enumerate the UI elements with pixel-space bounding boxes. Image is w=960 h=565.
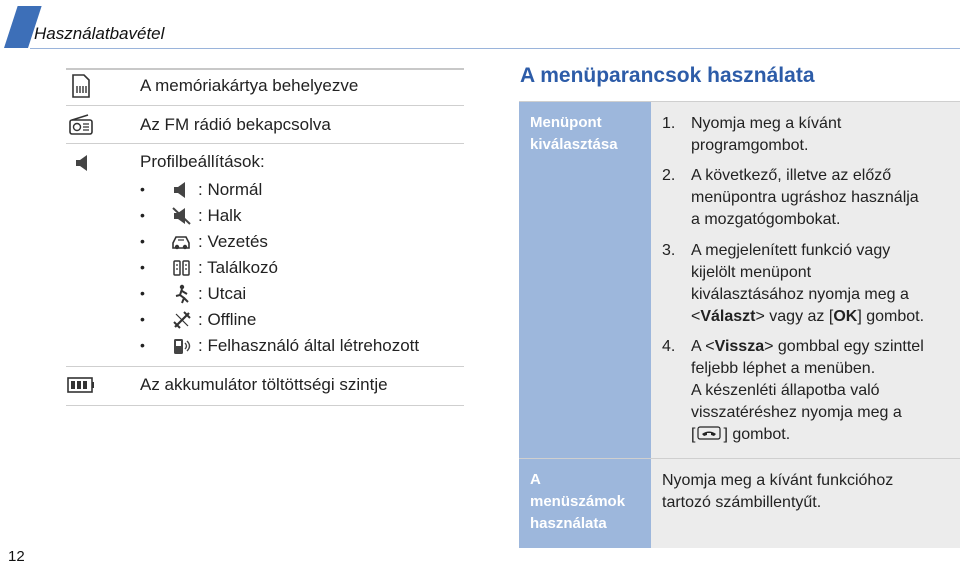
step-line: Nyomja meg a kívánt <box>691 115 842 132</box>
page-number: 12 <box>8 548 25 565</box>
text-line: tartozó számbillentyűt. <box>662 494 822 511</box>
profile-outdoor: : Utcai <box>198 284 247 303</box>
table-divider <box>66 143 464 144</box>
speaker-mute-icon <box>172 206 192 231</box>
step-number: 1. <box>662 115 676 132</box>
key-label-back: Vissza <box>714 338 765 355</box>
bullet: • <box>140 207 145 223</box>
table-divider <box>66 366 464 367</box>
row-memory-card-text: A memóriakártya behelyezve <box>140 76 359 95</box>
step-text <box>691 113 960 157</box>
row-fm-radio-text: Az FM rádió bekapcsolva <box>140 115 331 134</box>
step-line: A készenléti állapotba való <box>691 382 880 399</box>
step-line: <Választ> vagy az [OK] gombot. <box>691 308 925 325</box>
step-line: menüpontra ugráshoz használja <box>691 189 919 206</box>
block-label-line: használata <box>530 515 607 532</box>
text-line: Nyomja meg a kívánt funkcióhoz <box>662 472 894 489</box>
block-label-line: A <box>530 471 541 488</box>
profile-normal: : Normál <box>198 180 263 199</box>
profile-meeting: : Találkozó <box>198 258 279 277</box>
step-text <box>691 336 960 448</box>
step-line: visszatéréshez nyomja meg a <box>691 404 902 421</box>
step-line: programgombot. <box>691 137 809 154</box>
step-line: A <Vissza> gombbal egy szinttel <box>691 338 924 355</box>
bullet: • <box>140 259 145 275</box>
end-call-key-icon <box>697 425 721 448</box>
step-text <box>691 165 960 231</box>
bullet: • <box>140 233 145 249</box>
step-line: A megjelenített funkció vagy <box>691 242 891 259</box>
battery-icon <box>67 376 95 399</box>
block-label-line: menüszámok <box>530 493 626 510</box>
bullet: • <box>140 311 145 327</box>
block-label-select-menu <box>519 102 651 458</box>
step-line: feljebb léphet a menüben. <box>691 360 876 377</box>
block-label-line: Menüpont <box>530 114 602 131</box>
step-line: [ ] gombot. <box>691 426 790 443</box>
speaker-icon <box>74 153 90 178</box>
row-battery-text: Az akkumulátor töltöttségi szintje <box>140 375 388 394</box>
key-label-select: Választ <box>700 308 756 325</box>
bullet: • <box>140 285 145 301</box>
outdoor-icon <box>172 284 192 309</box>
block-label-menu-numbers <box>519 459 651 548</box>
step-line: A következő, illetve az előző <box>691 167 892 184</box>
user-defined-icon <box>172 335 194 362</box>
header-divider <box>30 48 960 49</box>
key-label-ok: OK <box>833 308 858 325</box>
menu-numbers-text <box>662 470 893 514</box>
speaker-normal-icon <box>172 180 190 205</box>
step-text <box>691 240 960 328</box>
step-number: 2. <box>662 167 676 184</box>
bullet: • <box>140 181 145 197</box>
block-label-line: kiválasztása <box>530 136 618 153</box>
step-line: kijelölt menüpont <box>691 264 812 281</box>
section-title: A menüparancsok használata <box>520 64 815 87</box>
profile-offline: : Offline <box>198 310 257 329</box>
bullet: • <box>140 337 145 353</box>
step-number: 3. <box>662 242 676 259</box>
car-icon <box>170 232 192 257</box>
page-header-title: Használatbavétel <box>34 24 165 43</box>
memory-card-icon <box>71 74 91 103</box>
step-number: 4. <box>662 338 676 355</box>
step-line: a mozgatógombokat. <box>691 211 841 228</box>
table-bottom-border <box>66 405 464 406</box>
row-profiles-text: Profilbeállítások: <box>140 152 265 171</box>
meeting-icon <box>172 258 192 283</box>
step-line: kiválasztásához nyomja meg a <box>691 286 909 303</box>
profile-driving: : Vezetés <box>198 232 268 251</box>
profile-silent: : Halk <box>198 206 242 225</box>
profile-user-defined: : Felhasználó által létrehozott <box>198 336 420 355</box>
offline-icon <box>172 310 192 335</box>
fm-radio-icon <box>68 114 94 141</box>
table-divider <box>66 105 464 106</box>
table-top-border <box>66 68 464 70</box>
